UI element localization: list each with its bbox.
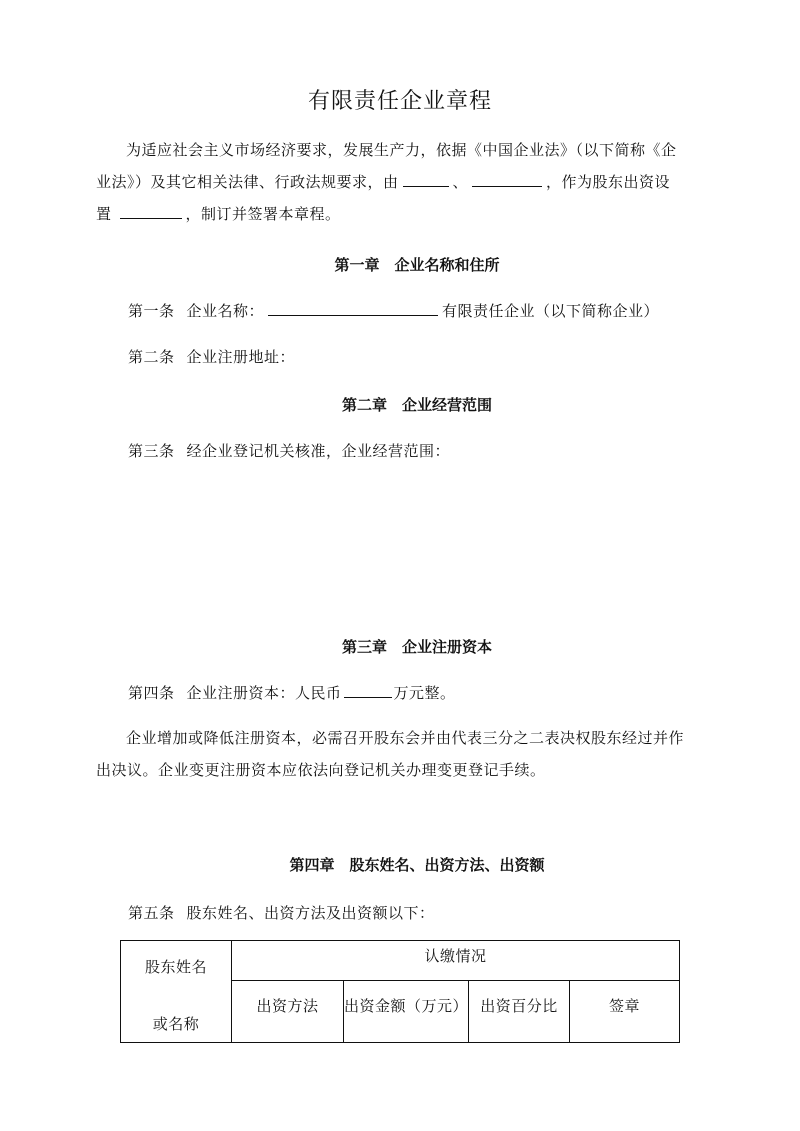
contribution-amount-header: 出资金额（万元） [344,981,469,1043]
article-text: 企业注册资本：人民币 [186,684,342,702]
article-4 [128,682,456,703]
article-text: 企业名称： [186,302,265,320]
blank-company-name [268,301,438,316]
article-1 [128,300,659,321]
preamble-line-3 [96,198,716,230]
shareholder-name-header [121,941,232,1043]
header-line: 或名称 [152,1014,200,1033]
article-4-paragraph-2 [96,722,716,786]
article-text: 万元整。 [393,684,456,702]
article-text: 企业注册地址： [186,348,296,366]
article-label: 第一条 [128,302,175,320]
chapter-4-title: 第四章 股东姓名、出资方法、出资额 [289,856,545,874]
article-text: 股东姓名、出资方法及出资额以下： [186,904,435,922]
article-2 [128,346,295,367]
capital-contribution-table [120,940,680,1043]
article-4-paragraph-line: 出决议。企业变更注册资本应依法向登记机关办理变更登记手续。 [96,761,546,779]
article-3 [128,440,450,461]
article-label: 第五条 [128,904,175,922]
preamble [96,134,716,230]
article-text: 经企业登记机关核准，企业经营范围： [186,442,451,460]
chapter-1-title: 第一章 企业名称和住所 [334,256,500,274]
preamble-line-2 [96,166,716,198]
article-label: 第三条 [128,442,175,460]
blank-shareholder-2 [472,172,542,187]
blank-shareholder-1 [403,172,449,187]
article-label: 第二条 [128,348,175,366]
blank-capital-amount [344,683,392,698]
signature-header: 签章 [570,981,680,1043]
article-5 [128,902,435,923]
article-label: 第四条 [128,684,175,702]
preamble-separator: 、 [452,173,469,191]
preamble-line-1: 为适应社会主义市场经济要求，发展生产力，依据《中国企业法》（以下简称《企 [126,141,677,159]
preamble-text: 置 [96,205,112,223]
document-title: 有限责任企业章程 [307,89,492,114]
header-line: 股东姓名 [144,957,207,976]
chapter-3-title: 第三章 企业注册资本 [341,638,492,656]
article-text: 有限责任企业（以下简称企业） [442,302,660,320]
blank-shareholder-3 [120,204,182,219]
subscription-group-header: 认缴情况 [232,941,680,981]
preamble-text: 业法》）及其它相关法律、行政法规要求，由 [96,173,399,191]
preamble-text: ，作为股东出资设 [546,173,671,191]
preamble-text: ，制订并签署本章程。 [185,205,341,223]
chapter-2-title: 第二章 企业经营范围 [341,396,492,414]
contribution-percentage-header: 出资百分比 [469,981,570,1043]
contribution-method-header: 出资方法 [232,981,344,1043]
article-4-paragraph-line: 企业增加或降低注册资本，必需召开股东会并由代表三分之二表决权股东经过并作 [126,729,685,747]
